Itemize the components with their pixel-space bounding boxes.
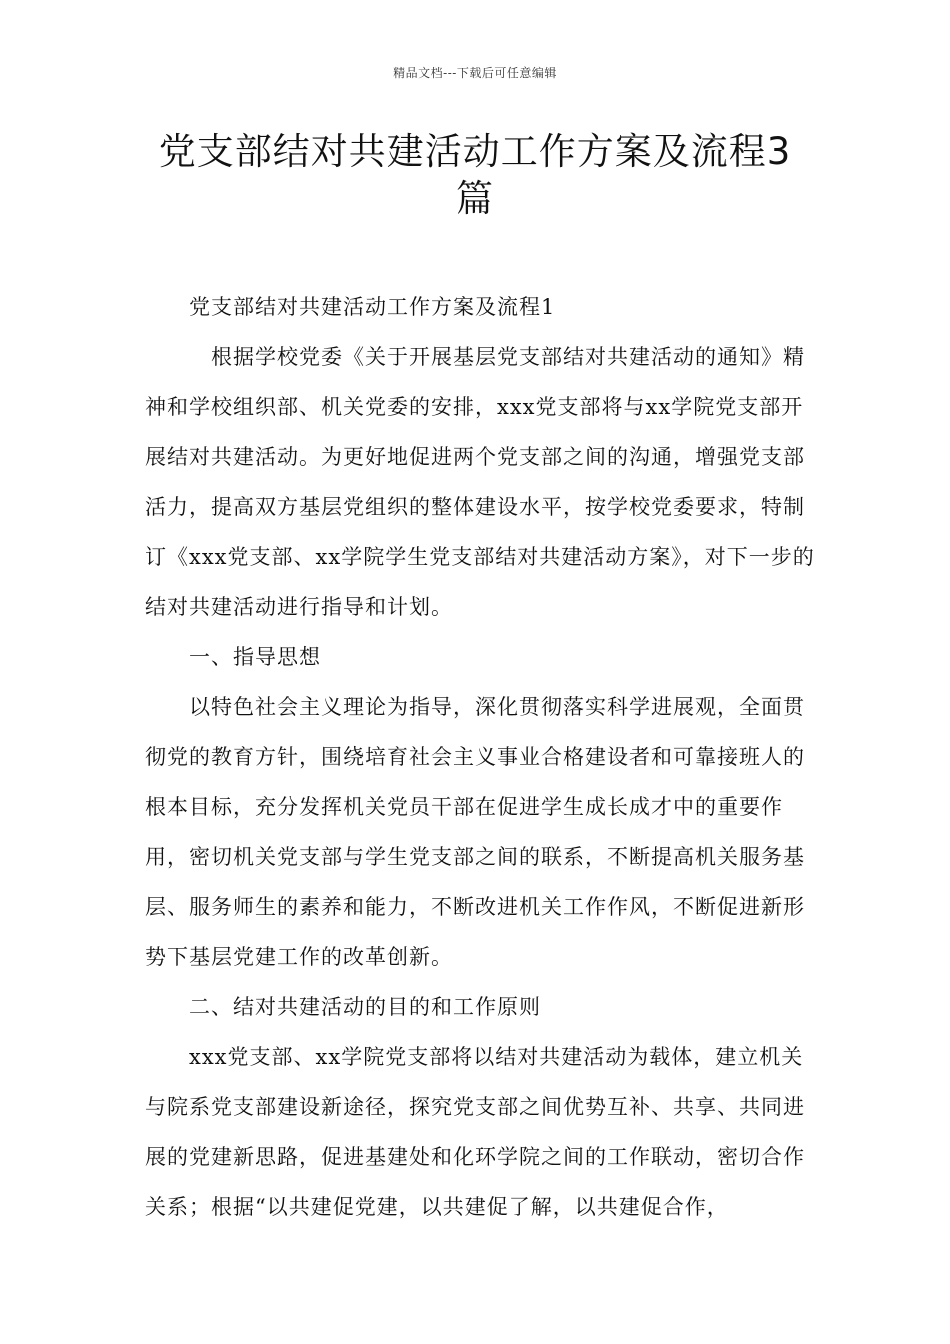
heading-guiding-ideology: 一、指导思想 <box>189 645 321 669</box>
document-title: 党支部结对共建活动工作方案及流程3篇 <box>158 130 792 220</box>
section-subtitle: 党支部结对共建活动工作方案及流程1 <box>189 295 556 319</box>
heading-purpose-principles: 二、结对共建活动的目的和工作原则 <box>189 995 541 1019</box>
paragraph-intro: 根据学校党委《关于开展基层党支部结对共建活动的通知》精神和学校组织部、机关党委的安排，xxx党支部将与xx学院党支部开展结对共建活动。为更好地促进两个党支部之间的沟通，增强党支部活力，提高双方基层党组织的整体建设水平，按学校党委要求，特制订《xxx党支部、xx学院学生党支部结对共建活动方案》，对下一步的结对共建活动进行指导和计划。 <box>145 345 815 619</box>
paragraph-purpose-principles: xxx党支部、xx学院党支部将以结对共建活动为载体，建立机关与院系党支部建设新途径，探究党支部之间优势互补、共享、共同进展的党建新思路，促进基建处和化环学院之间的工作联动，密切合作关系；根据“以共建促党建，以共建促了解，以共建促合作， <box>145 1045 805 1219</box>
document-body <box>145 282 817 1232</box>
paragraph-guiding-ideology: 以特色社会主义理论为指导，深化贯彻落实科学进展观，全面贯彻党的教育方针，围绕培育社会主义事业合格建设者和可靠接班人的根本目标，充分发挥机关党员干部在促进学生成长成才中的重要作用，密切机关党支部与学生党支部之间的联系，不断提高机关服务基层、服务师生的素养和能力，不断改进机关工作作风，不断促进新形势下基层党建工作的改革创新。 <box>145 695 805 969</box>
header-note: 精品文档---下载后可任意编辑 <box>393 66 557 80</box>
